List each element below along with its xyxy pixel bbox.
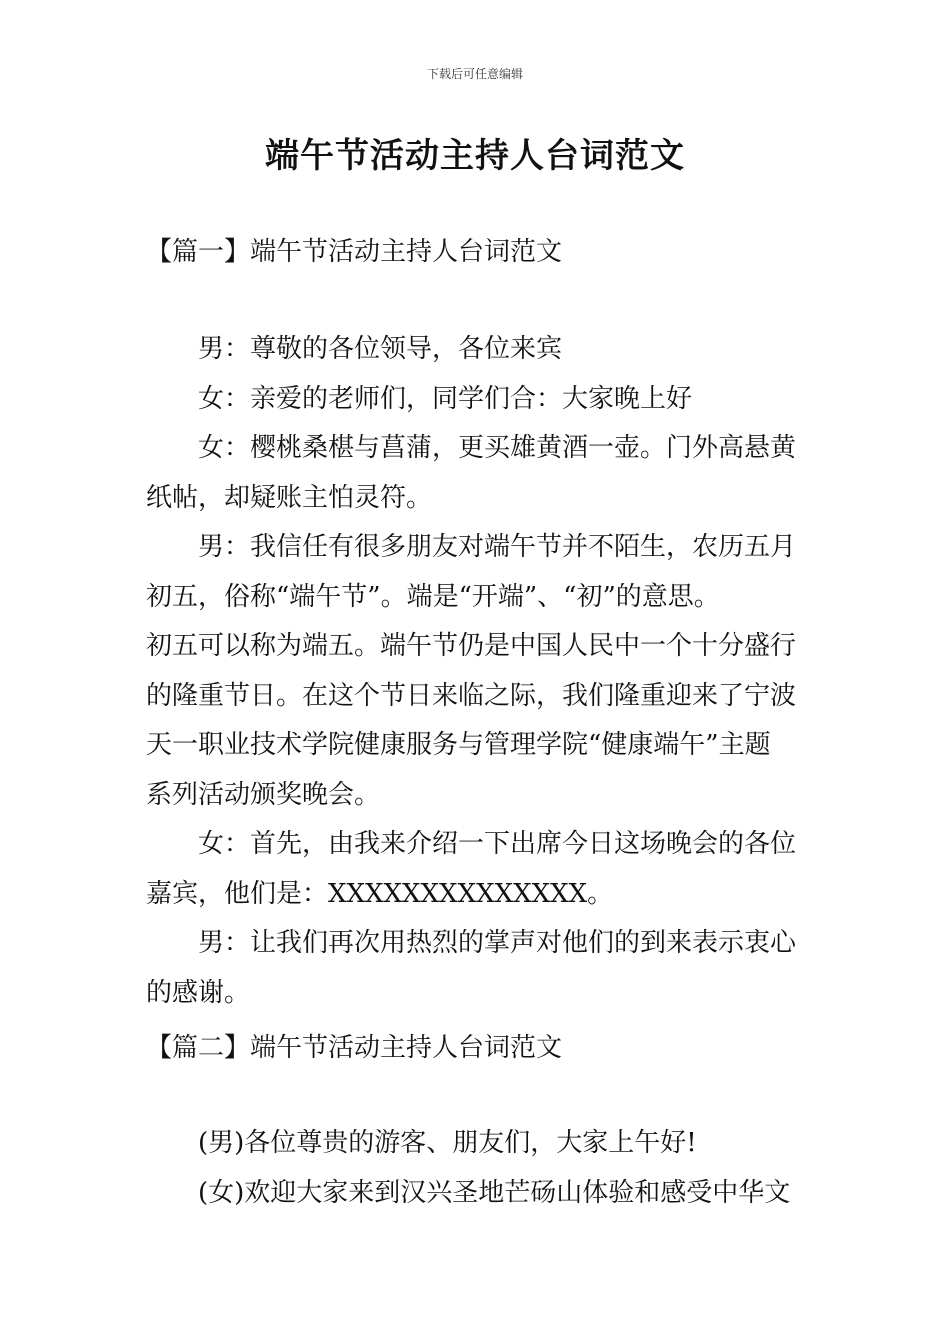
paragraph-line: 男：尊敬的各位领导，各位来宾 [198,334,563,364]
document-title: 端午节活动主持人台词范文 [265,136,685,176]
paragraph-line: (女)欢迎大家来到汉兴圣地芒砀山体验和感受中华文 [198,1177,791,1208]
paragraph-line: (男)各位尊贵的游客、朋友们，大家上午好! [198,1128,697,1158]
paragraph-line: 女：樱桃桑椹与菖蒲，更买雄黄酒一壶。门外高悬黄 [198,433,797,463]
header-note: 下载后可任意编辑 [426,67,523,81]
paragraph-line: 男：让我们再次用热烈的掌声对他们的到来表示衷心 [198,928,797,958]
paragraph-line: 纸帖，却疑账主怕灵符。 [146,482,433,513]
section-1-body [146,325,806,1018]
paragraph-line: 系列活动颁奖晚会。 [146,779,381,810]
paragraph-line: 女：亲爱的老师们，同学们合：大家晚上好 [198,383,693,414]
paragraph-line: 初五，俗称“端午节”。端是“开端”、“初”的意思。 [146,581,720,612]
paragraph-line: 女：首先，由我来介绍一下出席今日这场晚会的各位 [198,829,797,859]
section-heading-1: 【篇一】端午节活动主持人台词范文 [146,237,563,267]
section-2-body [146,1119,806,1218]
paragraph-line: 男：我信任有很多朋友对端午节并不陌生，农历五月 [198,532,797,562]
paragraph-line: 天一职业技术学院健康服务与管理学院“健康端午”主题 [146,730,771,760]
paragraph-line: 的感谢。 [146,977,251,1008]
section-heading-2: 【篇二】端午节活动主持人台词范文 [146,1033,563,1063]
paragraph-line: 初五可以称为端五。端午节仍是中国人民中一个十分盛行 [146,631,797,661]
paragraph-line: 的隆重节日。在这个节日来临之际，我们隆重迎来了宁波 [146,680,797,711]
paragraph-line: 嘉宾，他们是：XXXXXXXXXXXXXX。 [146,878,614,909]
